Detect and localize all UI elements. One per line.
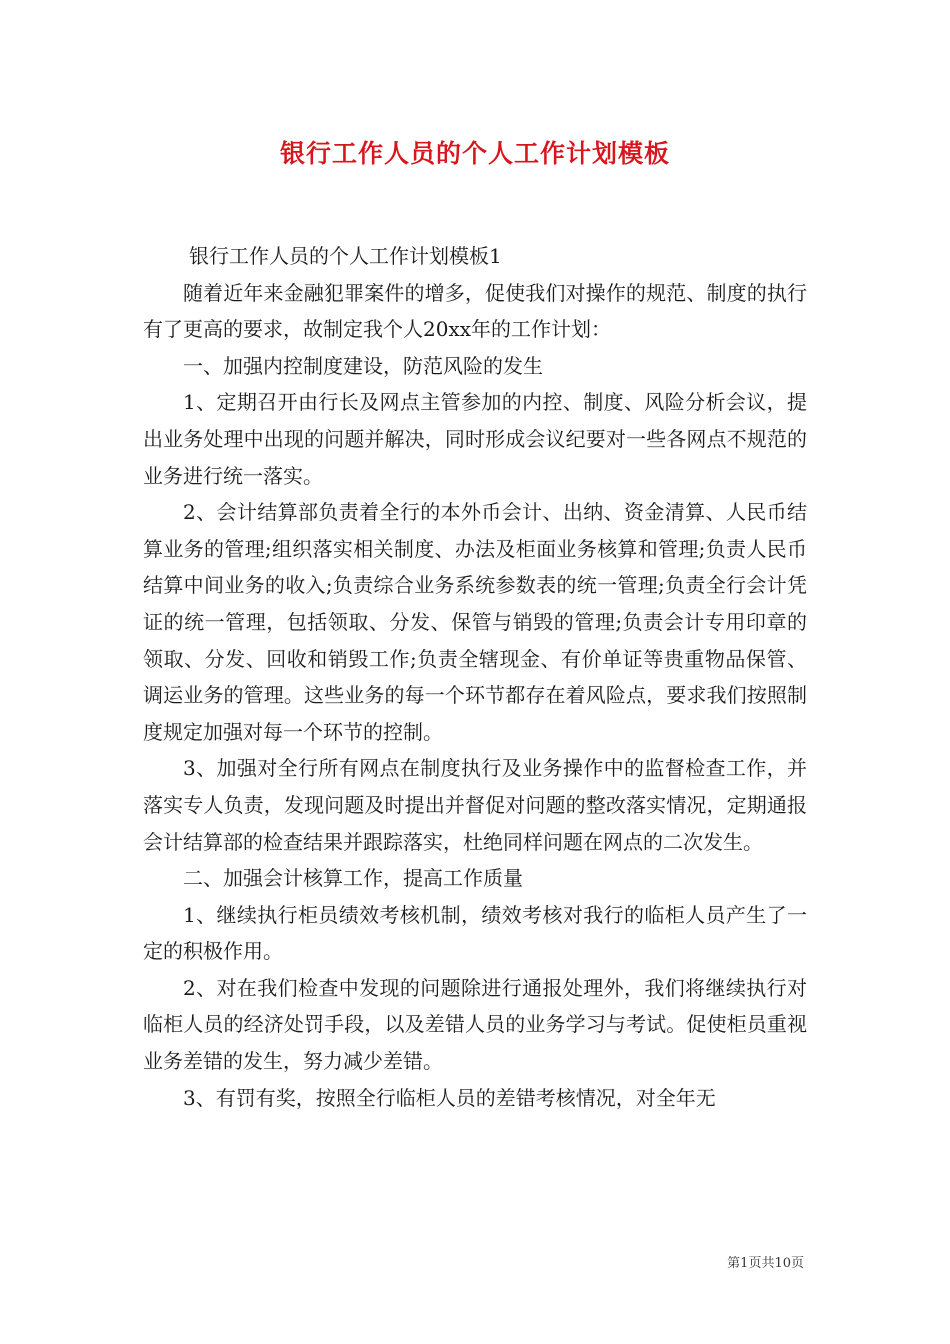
paragraph-1-3: 3、加强对全行所有网点在制度执行及业务操作中的监督检查工作，并落实专人负责，发现问题及时提出并督促对问题的整改落实情况，定期通报会计结算部的检查结果并跟踪落实，杜绝同样问题在网点的二次发生。 <box>143 756 807 854</box>
section-subtitle: 银行工作人员的个人工作计划模板1 <box>189 244 502 268</box>
document-body <box>143 238 807 1116</box>
paragraph-2-3: 3、有罚有奖，按照全行临柜人员的差错考核情况，对全年无 <box>183 1085 716 1110</box>
paragraph-1-1: 1、定期召开由行长及网点主管参加的内控、制度、风险分析会议，提出业务处理中出现的问题并解决，同时形成会议纪要对一些各网点不规范的业务进行统一落实。 <box>143 390 807 488</box>
paragraph-2-2: 2、对在我们检查中发现的问题除进行通报处理外，我们将继续执行对临柜人员的经济处罚手段，以及差错人员的业务学习与考试。促使柜员重视业务差错的发生，努力减少差错。 <box>143 975 807 1074</box>
paragraph-2-1: 1、继续执行柜员绩效考核机制，绩效考核对我行的临柜人员产生了一定的积极作用。 <box>143 902 807 964</box>
paragraph-1-2: 2、会计结算部负责着全行的本外币会计、出纳、资金清算、人民币结算业务的管理;组织落实相关制度、办法及柜面业务核算和管理;负责人民币结算中间业务的收入;负责综合业务系统参数表的统一管理;负责全行会计凭证的统一管理，包括领取、分发、保管与销毁的管理;负责会计专用印章的领取、分发、回收和销毁工作;负责全辖现金、有价单证等贵重物品保管、调运业务的管理。这些业务的每一个环节都存在着风险点，要求我们按照制度规定加强对每一个环节的控制。 <box>143 500 807 744</box>
heading-section-1: 一、加强内控制度建设，防范风险的发生 <box>183 353 543 378</box>
paragraph-intro: 随着近年来金融犯罪案件的增多，促使我们对操作的规范、制度的执行有了更高的要求，故制定我个人20xx年的工作计划： <box>143 280 807 342</box>
page-number: 第1页共10页 <box>727 1256 804 1271</box>
document-title: 银行工作人员的个人工作计划模板 <box>279 139 670 168</box>
heading-section-2: 二、加强会计核算工作，提高工作质量 <box>183 866 523 891</box>
